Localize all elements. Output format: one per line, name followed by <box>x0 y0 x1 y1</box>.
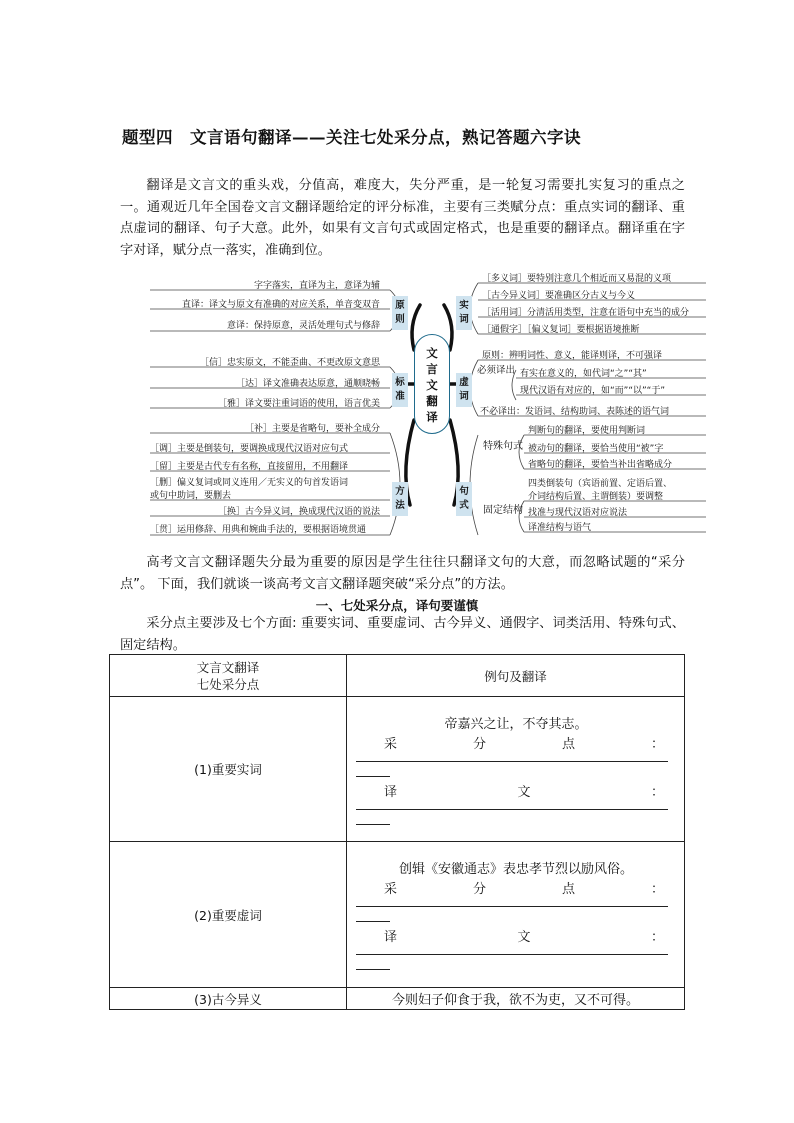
biaozhun-label-text: 标准 <box>395 377 405 402</box>
fangfa-item-2: ［调］主要是倒装句，要调换成现代汉语对应句式 <box>150 444 349 454</box>
table-header-row <box>110 655 685 697</box>
center-char: 译 <box>426 410 438 424</box>
fangfa-item-5: 或句中助词，要删去 <box>150 491 232 501</box>
answer-line-short[interactable] <box>356 955 390 970</box>
teshu-item-1: 判断句的翻译，要使用判断词 <box>528 426 646 436</box>
row-label: (1)重要实词 <box>110 697 347 842</box>
intro-paragraph: 翻译是文言文的重头戏，分值高，难度大，失分严重，是一轮复习需要扎实复习的重点之一。通观近几年全国卷文言文翻译题给定的评分标准，主要有三类赋分点：重点实词的翻译、重点虚词的翻译、句子大意。此外，如果有文言句式或固定格式，也是重要的翻译点。翻译重在字字对译，赋分点一落实，准确到位。 <box>120 178 685 258</box>
char: ： <box>650 882 664 897</box>
char: 点 <box>561 882 575 897</box>
table-row <box>110 697 685 842</box>
char: ： <box>650 930 664 945</box>
xuci-principle: 原则：辨明词性、意义，能译则译，不可强译 <box>482 351 663 361</box>
teshu-tag: 特殊句式 <box>483 441 523 452</box>
char: 点 <box>561 736 575 752</box>
answer-line[interactable] <box>356 799 668 810</box>
guding-item-1: 找准与现代汉语对应说法 <box>528 508 628 518</box>
answer-line[interactable] <box>356 944 668 955</box>
example-sentence: 创辑《安徽通志》表忠孝节烈以励风俗。 <box>398 862 633 877</box>
biaozhun-item-1: ［信］忠实原文，不能歪曲、不更改原文意思 <box>199 358 380 368</box>
answer-line[interactable] <box>356 896 668 907</box>
yuanze-item-2: 直译：译文与原文有准确的对应关系，单音变双音 <box>181 300 380 310</box>
fangfa-item-1: ［补］主要是省略句，要补全成分 <box>244 424 380 434</box>
cai-label <box>356 878 676 896</box>
guding-tag: 固定结构 <box>483 505 523 516</box>
table-row <box>110 842 685 988</box>
shici-item-1: ［多义词］要特别注意几个相近而又易混的义项 <box>482 274 672 284</box>
cai-label <box>356 733 676 751</box>
scoring-points-table <box>109 654 685 1010</box>
char: 采 <box>384 882 398 897</box>
xuci-not-must: 不必译出：发语词、结构助词、表陈述的语气词 <box>480 407 670 417</box>
header-right: 例句及翻译 <box>347 655 685 697</box>
char: 文 <box>517 784 531 800</box>
shici-item-3: ［活用词］分清活用类型，注意在语句中充当的成分 <box>482 308 690 318</box>
char: 分 <box>472 736 486 752</box>
yi-label <box>356 781 676 799</box>
fangfa-item-4: ［删］偏义复词或同义连用／无实义的句首发语词 <box>150 478 349 488</box>
section-heading: 一、七处采分点，译句要谨慎 <box>315 598 479 613</box>
row-label: (2)重要虚词 <box>110 842 347 988</box>
jushi-label <box>456 482 472 516</box>
table-row <box>110 988 685 1010</box>
fangfa-label <box>392 482 408 516</box>
shici-label <box>456 296 472 330</box>
center-node <box>414 334 450 434</box>
xuci-label <box>456 373 472 407</box>
center-char: 言 <box>426 362 438 376</box>
example-sentence: 今则妇子仰食于我，欲不为吏，又不可得。 <box>347 988 685 1010</box>
fangfa-item-3: ［留］主要是古代专有名称，直接留用，不用翻译 <box>150 462 349 472</box>
biaozhun-item-2: ［达］译文准确表达原意，通顺晓畅 <box>235 379 380 389</box>
analysis-paragraph: 高考文言文翻译题失分最为重要的原因是学生往往只翻译文句的大意，而忽略试题的“采分点”。 下面，我们就谈一谈高考文言文翻译题突破“采分点”的方法。 <box>120 555 685 592</box>
center-char: 文 <box>426 346 438 360</box>
header-left-line-1: 文言文翻译 <box>196 659 260 675</box>
shici-label-text: 实词 <box>459 300 469 325</box>
char: 采 <box>384 736 398 752</box>
center-char: 文 <box>426 378 438 392</box>
char: ： <box>650 736 664 752</box>
yuanze-item-3: 意译：保持原意，灵活处理句式与修辞 <box>226 321 380 331</box>
answer-line-short[interactable] <box>356 907 390 922</box>
char: 译 <box>384 930 398 945</box>
jushi-label-text: 句式 <box>459 486 469 511</box>
header-left-line-2: 七处采分点 <box>196 676 260 692</box>
xuci-must-2: 现代汉语有对应的，如“而”“以”“于” <box>520 386 665 396</box>
teshu-item-5: 介词结构后置、主谓倒装）要调整 <box>528 492 664 502</box>
xuci-must-1: 有实在意义的，如代词“之”“其” <box>520 369 647 379</box>
yuanze-item-1: 字字落实，直译为主，意译为辅 <box>253 281 380 291</box>
row-label: (3)古今异义 <box>110 988 347 1010</box>
fangfa-item-7: ［贯］运用修辞、用典和婉曲手法的，要根据语境贯通 <box>150 525 367 535</box>
fangfa-label-text: 方法 <box>395 486 405 511</box>
row-content <box>347 842 685 988</box>
center-char: 翻 <box>426 394 438 408</box>
header-left <box>110 655 347 697</box>
xuci-label-text: 虚词 <box>459 377 469 402</box>
shici-item-4: ［通假字］［偏义复词］要根据语境推断 <box>482 325 640 335</box>
char: 分 <box>472 882 486 897</box>
answer-line[interactable] <box>356 751 668 762</box>
guding-item-2: 译准结构与语气 <box>528 523 592 533</box>
biaozhun-item-3: ［雅］译文要注重词语的使用，语言优美 <box>217 399 380 409</box>
answer-line-short[interactable] <box>356 810 390 825</box>
shici-item-2: ［古今异义词］要准确区分古义与今义 <box>482 291 636 301</box>
yuanze-label <box>392 296 408 330</box>
teshu-item-3: 省略句的翻译，要恰当补出省略成分 <box>528 460 673 470</box>
page-title: 题型四 文言语句翻译——关注七处采分点，熟记答题六字诀 <box>122 128 581 147</box>
biaozhun-label <box>392 373 408 407</box>
teshu-item-4: 四类倒装句（宾语前置、定语后置、 <box>528 479 673 489</box>
teshu-item-2: 被动句的翻译，要恰当使用“被”字 <box>528 444 664 454</box>
section-intro: 采分点主要涉及七个方面: 重要实词、重要虚词、古今异义、通假字、词类活用、特殊句式、固定结构。 <box>120 616 685 653</box>
char: ： <box>650 784 664 800</box>
yi-label <box>356 926 676 944</box>
row-content <box>347 697 685 842</box>
fangfa-item-6: ［换］古今异义词，换成现代汉语的说法 <box>217 507 380 517</box>
yuanze-label-text: 原则 <box>395 300 405 325</box>
example-sentence: 帝嘉兴之让，不夺其志。 <box>444 716 588 732</box>
answer-line-short[interactable] <box>356 762 390 777</box>
char: 译 <box>384 784 398 800</box>
xuci-must-tag: 必须译出 <box>476 365 515 376</box>
char: 文 <box>517 930 531 945</box>
